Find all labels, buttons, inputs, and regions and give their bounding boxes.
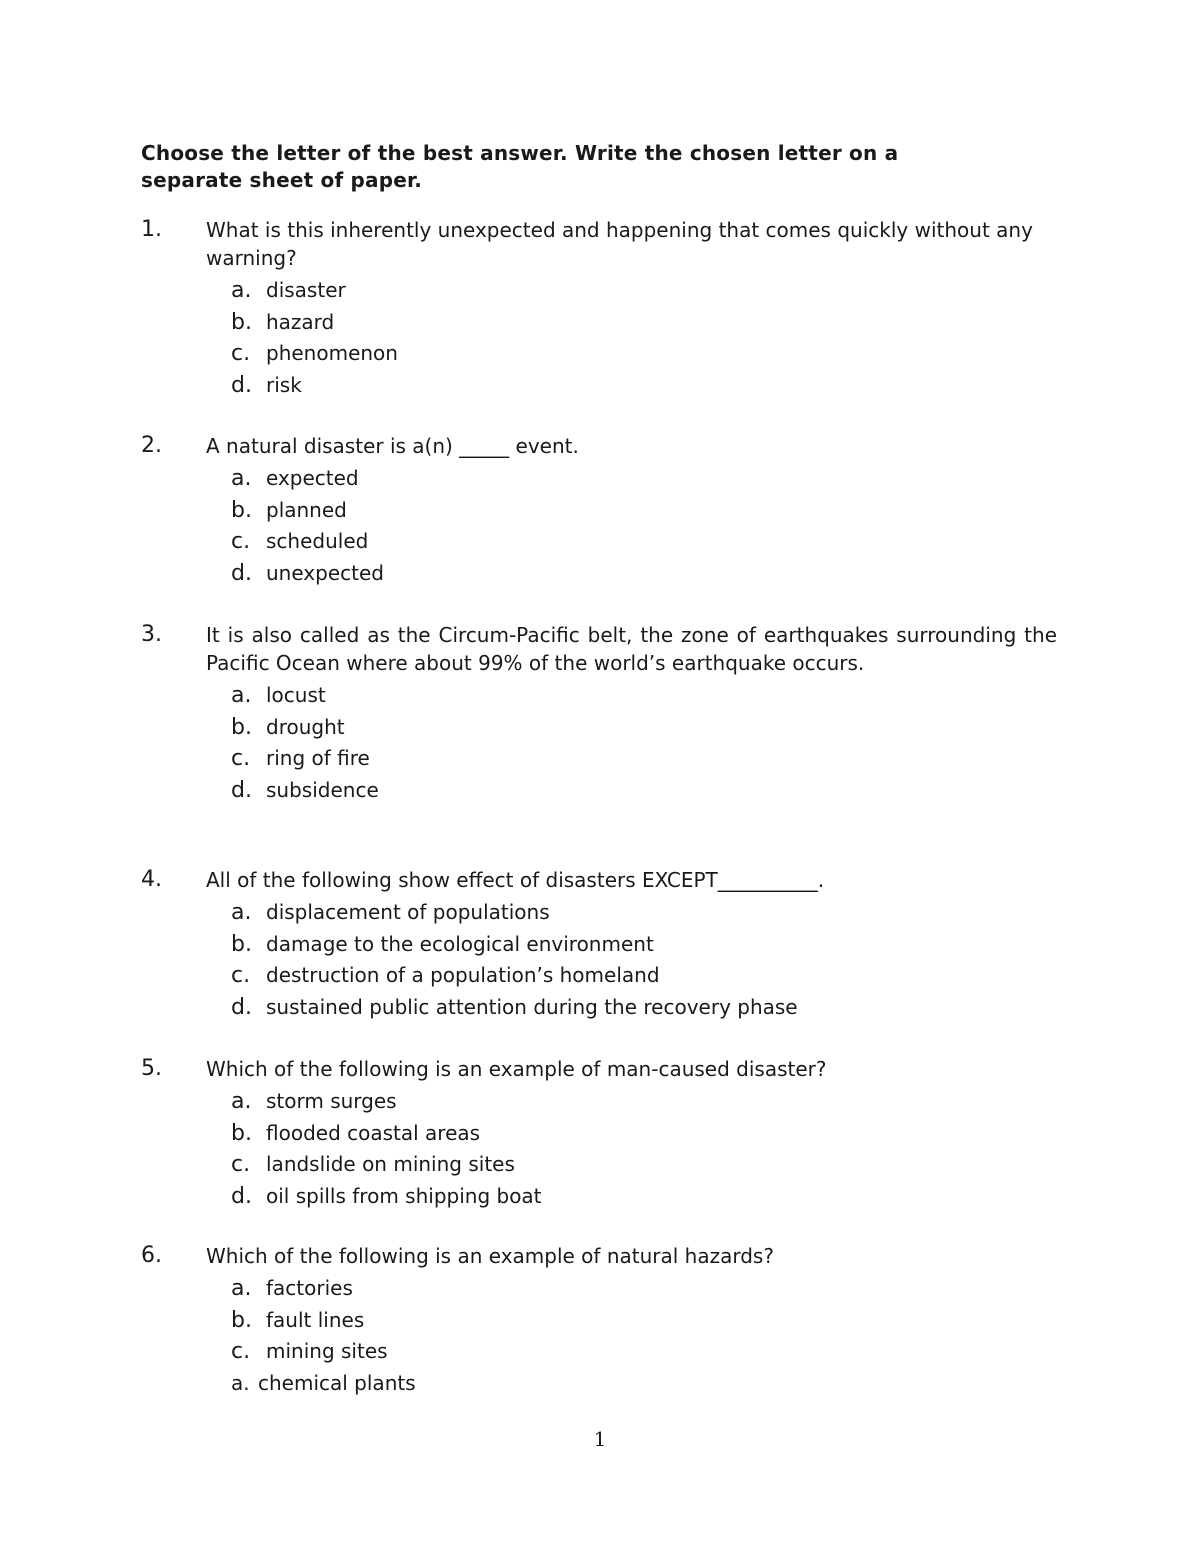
option-letter: b.	[231, 1307, 252, 1333]
option-list	[141, 463, 1057, 589]
option-text: expected	[266, 466, 359, 490]
option-letter: c.	[231, 1339, 251, 1364]
option-text: landslide on mining sites	[266, 1152, 515, 1176]
option-c	[141, 743, 1057, 775]
option-text: factories	[266, 1276, 353, 1300]
question-1	[141, 216, 1057, 401]
option-text: ring of fire	[266, 746, 370, 770]
option-letter: d.	[231, 1183, 252, 1209]
option-c	[141, 1336, 1057, 1368]
option-a	[141, 680, 1057, 712]
option-text: displacement of populations	[266, 900, 550, 924]
option-text: phenomenon	[266, 341, 398, 365]
option-letter: d.	[231, 777, 252, 803]
question-text: Which of the following is an example of natural hazards?	[206, 1244, 774, 1268]
option-b	[141, 929, 1057, 961]
question-text: All of the following show effect of disasters EXCEPT__________.	[206, 868, 825, 892]
option-letter: b.	[231, 309, 252, 335]
question-number: 2.	[141, 433, 162, 458]
option-letter: a.	[231, 1089, 252, 1114]
option-letter: c.	[231, 529, 251, 554]
instructions	[141, 140, 1041, 194]
option-d	[141, 992, 1057, 1024]
question-2	[141, 432, 1057, 589]
option-text: oil spills from shipping boat	[266, 1183, 542, 1208]
question-5	[141, 1055, 1057, 1212]
option-letter: a.	[231, 278, 252, 303]
option-list	[141, 897, 1057, 1023]
question-6	[141, 1242, 1057, 1399]
option-letter: d.	[231, 560, 252, 586]
question-text: Which of the following is an example of man-caused disaster?	[206, 1057, 827, 1081]
option-text: subsidence	[266, 777, 379, 802]
option-list	[141, 1086, 1057, 1212]
question-text: What is this inherently unexpected and happening that comes quickly without any warning?	[206, 218, 1033, 270]
option-b	[141, 1305, 1057, 1337]
option-text: planned	[266, 497, 347, 522]
option-c	[141, 960, 1057, 992]
option-d	[141, 370, 1057, 402]
option-letter: c.	[231, 341, 251, 366]
question-text: It is also called as the Circum-Pacific belt, the zone of earthquakes surrounding the Pacific Ocean where about 99% of the world’s earthquake occurs.	[206, 623, 1057, 675]
option-d	[141, 775, 1057, 807]
option-text: mining sites	[266, 1339, 388, 1363]
option-d	[141, 1368, 1057, 1400]
option-text: storm surges	[266, 1089, 397, 1113]
option-letter: b.	[231, 497, 252, 523]
instructions-line-1: Choose the letter of the best answer. Write the chosen letter on a	[141, 141, 899, 165]
option-text: damage to the ecological environment	[266, 931, 654, 956]
question-4	[141, 866, 1057, 1023]
option-letter: d.	[231, 372, 252, 398]
option-letter: a.	[231, 1370, 250, 1395]
option-letter: a.	[231, 1276, 252, 1301]
option-text: hazard	[266, 309, 335, 334]
question-number: 3.	[141, 622, 162, 647]
option-text: chemical plants	[258, 1370, 416, 1395]
question-number: 5.	[141, 1056, 162, 1081]
option-text: disaster	[266, 278, 346, 302]
option-list	[141, 1273, 1057, 1399]
option-text: scheduled	[266, 529, 369, 553]
option-b	[141, 307, 1057, 339]
instructions-line-2: separate sheet of paper.	[141, 168, 423, 192]
option-text: unexpected	[266, 560, 384, 585]
option-text: risk	[266, 372, 302, 397]
option-b	[141, 495, 1057, 527]
option-letter: c.	[231, 963, 251, 988]
option-letter: c.	[231, 1152, 251, 1177]
option-d	[141, 1181, 1057, 1213]
option-letter: a.	[231, 900, 252, 925]
page-number: 1	[593, 1427, 607, 1451]
option-letter: b.	[231, 714, 252, 740]
option-letter: d.	[231, 994, 252, 1020]
option-letter: c.	[231, 746, 251, 771]
option-letter: b.	[231, 931, 252, 957]
option-a	[141, 1086, 1057, 1118]
option-b	[141, 1118, 1057, 1150]
option-text: sustained public attention during the recovery phase	[266, 994, 798, 1019]
option-a	[141, 275, 1057, 307]
option-list	[141, 680, 1057, 806]
option-b	[141, 712, 1057, 744]
option-a	[141, 897, 1057, 929]
option-list	[141, 275, 1057, 401]
option-letter: b.	[231, 1120, 252, 1146]
option-text: fault lines	[266, 1307, 365, 1332]
question-3	[141, 621, 1057, 806]
question-text: A natural disaster is a(n) _____ event.	[206, 434, 579, 458]
option-d	[141, 558, 1057, 590]
option-a	[141, 1273, 1057, 1305]
option-c	[141, 1149, 1057, 1181]
question-number: 6.	[141, 1243, 162, 1268]
question-number: 4.	[141, 867, 162, 892]
option-letter: a.	[231, 683, 252, 708]
option-text: flooded coastal areas	[266, 1120, 481, 1145]
option-letter: a.	[231, 466, 252, 491]
option-text: drought	[266, 714, 345, 739]
option-text: locust	[266, 683, 326, 707]
option-a	[141, 463, 1057, 495]
option-text: destruction of a population’s homeland	[266, 963, 660, 987]
option-c	[141, 338, 1057, 370]
question-number: 1.	[141, 217, 162, 242]
option-c	[141, 526, 1057, 558]
